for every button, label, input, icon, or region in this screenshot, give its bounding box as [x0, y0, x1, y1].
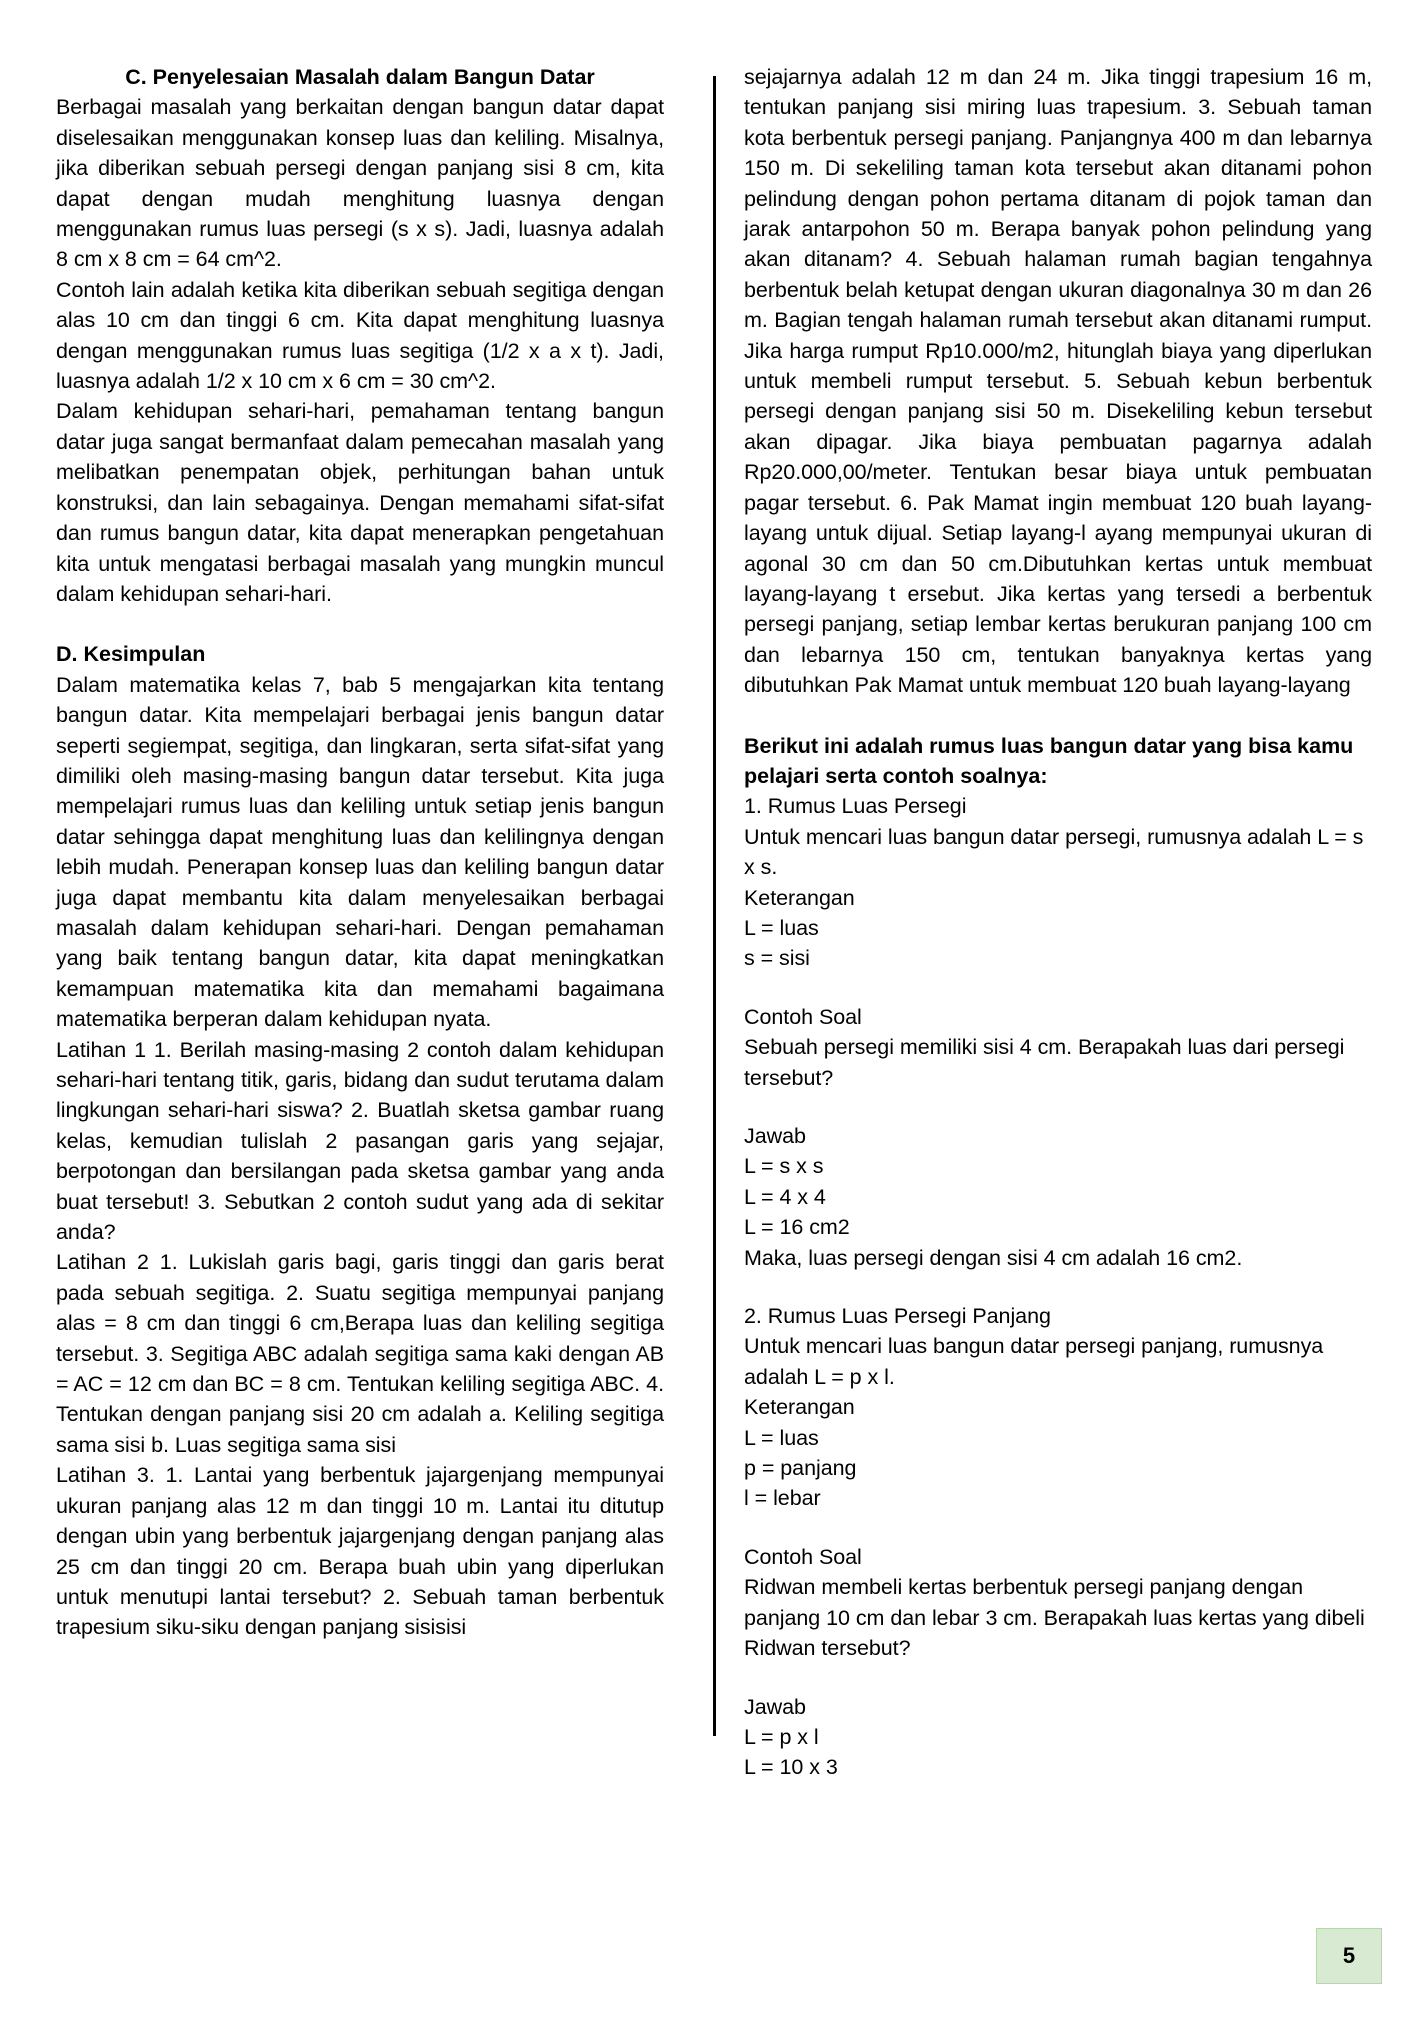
formula-1-keterangan-line-2: s = sisi — [744, 946, 810, 971]
continued-exercises-paragraph: sejajarnya adalah 12 m dan 24 m. Jika tinggi trapesium 16 m, tentukan panjang sisi miring luas trapesium. 3. Sebuah taman kota berbentuk persegi panjang. Panjangnya 400 m dan lebarnya 150 m. Di sekeliling taman kota tersebut akan ditanami pohon pelindung dengan pohon pertama ditanam di pojok taman dan jarak antarpohon 50 m. Berapa banyak pohon pelindung yang akan ditanam? 4. Sebuah halaman rumah bagian tengahnya berbentuk belah ketupat dengan ukuran diagonalnya 30 m dan 26 m. Bagian tengah halaman rumah tersebut akan ditanami rumput. Jika harga rumput Rp10.000/m2, hitunglah biaya yang diperlukan untuk membeli rumput tersebut. 5. Sebuah kebun berbentuk persegi dengan panjang sisi 50 m. Disekeliling kebun tersebut akan dipagar. Jika biaya pembuatan pagarnya adalah Rp20.000,00/meter. Tentukan besar biaya untuk pembuatan pagar tersebut. 6. Pak Mamat ingin membuat 120 buah layang-layang untuk dijual. Setiap layang-l ayang mempunyai ukuran di agonal 30 cm dan 50 cm.Dibutuhkan kertas untuk membuat layang-layang t ersebut. Jika kertas yang tersedi a berbentuk persegi panjang, setiap lembar kertas berukuran panjang 100 cm dan lebarnya 150 cm, tentukan banyaknya kertas yang dibutuhkan Pak Mamat untuk membuat 120 buah layang-layang — [744, 65, 1372, 698]
section-c-heading: C. Penyelesaian Masalah dalam Bangun Datar — [125, 65, 595, 89]
formula-2-jawab-line-2: L = 10 x 3 — [744, 1755, 838, 1780]
formula-1-description: Untuk mencari luas bangun datar persegi, rumusnya adalah L = s x s. — [744, 824, 1364, 880]
two-column-layout — [56, 62, 1372, 1922]
right-column-spacer-5 — [744, 1514, 1372, 1542]
formula-1-jawab-line-1: L = s x s — [744, 1154, 824, 1179]
right-column-spacer-6 — [744, 1664, 1372, 1692]
formula-1-jawab-label: Jawab — [744, 1124, 806, 1148]
latihan-1-paragraph: Latihan 1 1. Berilah masing-masing 2 contoh dalam kehidupan sehari-hari tentang titik, garis, bidang dan sudut terutama dalam lingkungan sehari-hari siswa? 2. Buatlah sketsa gambar ruang kelas, kemudian tulislah 2 pasangan garis yang sejajar, berpotongan dan bersilangan pada sketsa gambar yang anda buat tersebut! 3. Sebutkan 2 contoh sudut yang ada di sekitar anda? — [56, 1037, 664, 1245]
formula-1-keterangan-label: Keterangan — [744, 885, 855, 910]
formula-2-contoh-label: Contoh Soal — [744, 1544, 862, 1569]
right-column-spacer-4 — [744, 1273, 1372, 1301]
formula-1-jawab-line-3: L = 16 cm2 — [744, 1215, 850, 1240]
formula-2-contoh-text: Ridwan membeli kertas berbentuk persegi panjang dengan panjang 10 cm dan lebar 3 cm. Berapakah luas kertas yang dibeli Ridwan tersebut? — [744, 1575, 1365, 1661]
formula-2-keterangan-line-1: L = luas — [744, 1425, 819, 1450]
left-column — [56, 62, 686, 1922]
formula-2-jawab-label: Jawab — [744, 1694, 806, 1719]
latihan-3-paragraph: Latihan 3. 1. Lantai yang berbentuk jajargenjang mempunyai ukuran panjang alas 12 m dan tinggi 10 m. Lantai itu ditutup dengan ubin yang berbentuk jajargenjang dengan panjang alas 25 cm dan tinggi 20 cm. Berapa buah ubin yang diperlukan untuk menutupi lantai tersebut? 2. Sebuah taman berbentuk trapesium siku-siku dengan panjang sisisisi — [56, 1463, 664, 1640]
column-divider — [686, 62, 742, 1922]
section-c-paragraph-1: Berbagai masalah yang berkaitan dengan bangun datar dapat diselesaikan menggunakan konsep luas dan keliling. Misalnya, jika diberikan sebuah persegi dengan panjang sisi 8 cm, kita dapat dengan mudah menghitung luasnya dengan menggunakan rumus luas persegi (s x s). Jadi, luasnya adalah 8 cm x 8 cm = 64 cm^2. — [56, 95, 664, 272]
formula-1-conclusion: Maka, luas persegi dengan sisi 4 cm adalah 16 cm2. — [744, 1245, 1243, 1270]
column-divider-line — [713, 76, 716, 1736]
formula-1-title: 1. Rumus Luas Persegi — [744, 794, 967, 819]
formula-2-keterangan-line-2: p = panjang — [744, 1456, 857, 1481]
page-number-badge: 5 — [1316, 1928, 1382, 1984]
right-column — [742, 62, 1372, 1922]
section-spacer — [56, 609, 664, 639]
formula-2-description: Untuk mencari luas bangun datar persegi panjang, rumusnya adalah L = p x l. — [744, 1334, 1324, 1389]
formula-2-keterangan-line-3: l = lebar — [744, 1486, 821, 1511]
formula-2-keterangan-label: Keterangan — [744, 1395, 855, 1420]
section-c-paragraph-3: Dalam kehidupan sehari-hari, pemahaman tentang bangun datar juga sangat bermanfaat dalam pemecahan masalah yang melibatkan penempatan objek, perhitungan bahan untuk konstruksi, dan lain sebagainya. Dengan memahami sifat-sifat dan rumus bangun datar, kita dapat menerapkan pengetahuan kita untuk mengatasi berbagai masalah yang mungkin muncul dalam kehidupan sehari-hari. — [56, 399, 664, 606]
formula-1-jawab-line-2: L = 4 x 4 — [744, 1184, 826, 1209]
right-column-spacer-1 — [744, 701, 1372, 731]
section-c-paragraph-2: Contoh lain adalah ketika kita diberikan sebuah segitiga dengan alas 10 cm dan tinggi 6 cm. Kita dapat menghitung luasnya dengan menggunakan rumus luas segitiga (1/2 x a x t). Jadi, luasnya adalah 1/2 x 10 cm x 6 cm = 30 cm^2. — [56, 277, 664, 394]
formula-2-title: 2. Rumus Luas Persegi Panjang — [744, 1304, 1051, 1329]
formulas-intro-heading: Berikut ini adalah rumus luas bangun datar yang bisa kamu pelajari serta contoh soalnya: — [744, 733, 1354, 788]
formula-1-keterangan-line-1: L = luas — [744, 915, 819, 940]
formula-1-contoh-label: Contoh Soal — [744, 1004, 862, 1029]
formula-2-jawab-line-1: L = p x l — [744, 1724, 819, 1749]
section-d-paragraph-1: Dalam matematika kelas 7, bab 5 mengajarkan kita tentang bangun datar. Kita mempelajari berbagai jenis bangun datar seperti segiempat, segitiga, dan lingkaran, serta sifat-sifat yang dimiliki oleh masing-masing bangun datar tersebut. Kita juga mempelajari rumus luas dan keliling untuk setiap jenis bangun datar sehingga dapat menghitung luas dan kelilingnya dengan lebih mudah. Penerapan konsep luas dan keliling bangun datar juga dapat membantu kita dalam menyelesaikan berbagai masalah dalam kehidupan sehari-hari. Dengan pemahaman yang baik tentang bangun datar, kita dapat meningkatkan kemampuan matematika kita dan memahami bagaimana matematika berperan dalam kehidupan nyata. — [56, 672, 664, 1032]
right-column-spacer-3 — [744, 1093, 1372, 1121]
latihan-2-paragraph: Latihan 2 1. Lukislah garis bagi, garis tinggi dan garis berat pada sebuah segitiga. 2. Suatu segitiga mempunyai panjang alas = 8 cm dan tinggi 6 cm,Berapa luas dan keliling segitiga tersebut. 3. Segitiga ABC adalah segitiga sama kaki dengan AB = AC = 12 cm dan BC = 8 cm. Tentukan keliling segitiga ABC. 4. Tentukan dengan panjang sisi 20 cm adalah a. Keliling segitiga sama sisi b. Luas segitiga sama sisi — [56, 1250, 664, 1457]
right-column-spacer-2 — [744, 974, 1372, 1002]
section-d-heading: D. Kesimpulan — [56, 642, 206, 667]
formula-1-contoh-text: Sebuah persegi memiliki sisi 4 cm. Berapakah luas dari persegi tersebut? — [744, 1035, 1345, 1090]
